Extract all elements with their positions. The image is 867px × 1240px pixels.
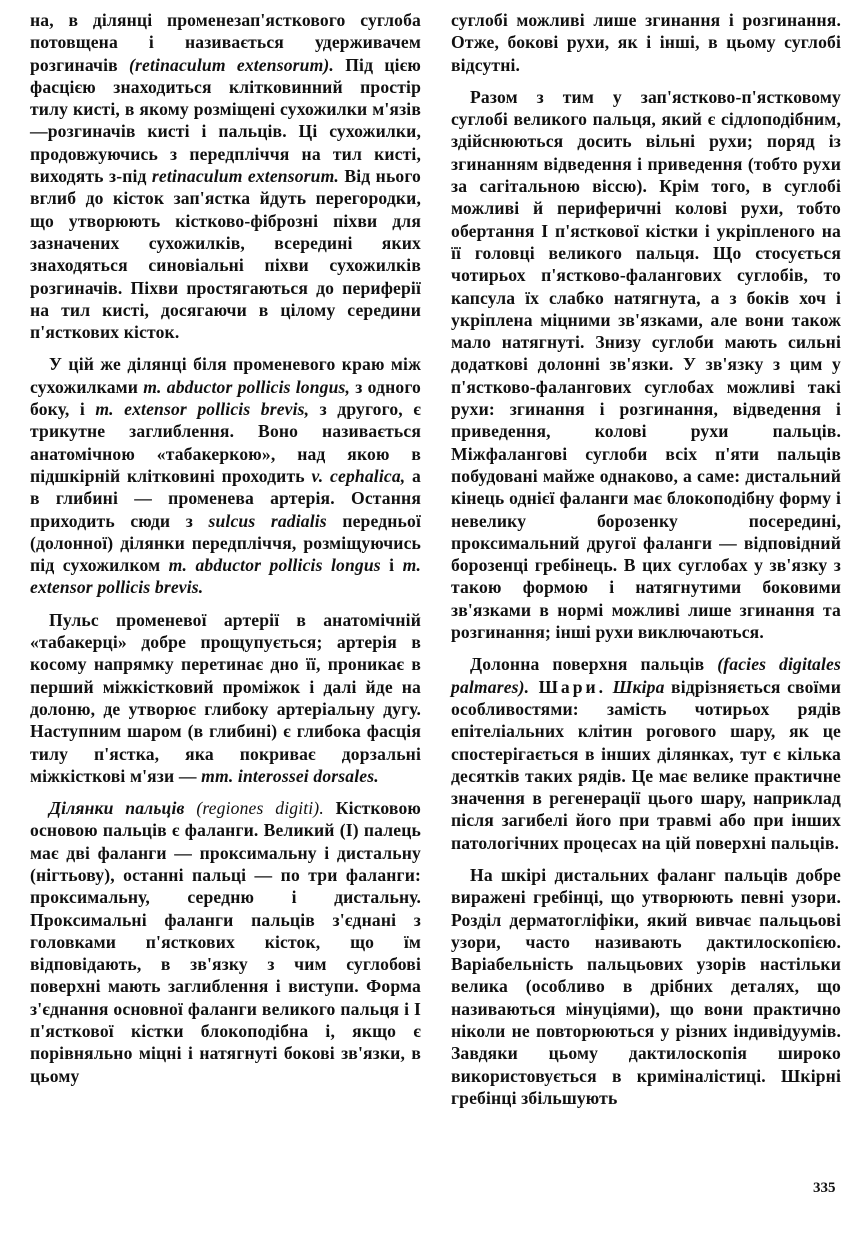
- text-run: У цій же ділянці біля променевого краю між сухожилками: [30, 354, 421, 397]
- paragraph-retinaculum: [30, 9, 421, 343]
- latin-term: (facies digitales palmares).: [451, 654, 841, 697]
- paragraph-pulse: [30, 609, 421, 787]
- section-heading: Ділянки пальців: [49, 798, 185, 819]
- latin-term: m. abductor pollicis longus,: [143, 376, 351, 397]
- paragraph-snuffbox: [30, 353, 421, 598]
- text-run: Під цією фасцією знаходиться клітковинний простір тилу кисті, в якому розміщені сухожилки м'язів—розгиначів кисті і пальців. Ці сухожилки, продовжуючись з передпліччя на тил кисті, виходять з-під: [30, 54, 421, 187]
- latin-term: sulcus radialis: [208, 510, 327, 531]
- text-run: на, в ділянці променезап'ясткового суглоба потовщена і називається удерживачем розгиначів: [30, 10, 421, 75]
- latin-term: mm. interossei dorsales.: [201, 765, 379, 786]
- paragraph-finger-regions: [30, 797, 421, 1087]
- paragraph-palmar-surface: [451, 653, 841, 854]
- latin-term: m. extensor pollicis brevis.: [30, 555, 421, 598]
- page-number: 335: [813, 1180, 836, 1196]
- paragraph-dermatoglyphics: На шкірі дистальних фаланг пальців добре виражені гребінці, що утворюють певні узори. Розділ дерматогліфіки, який вивчає пальцьові узори, часто називають дактилоскопією. Варіабельність пальцьових узорів настільки велика (особливо в дрібних деталях, що називаються мінуціями), що вони практично ніколи не повторюються у різних індивідуумів. Завдяки цьому дактилоскопія широко використовується в криміналістиці. Шкірні гребінці збільшують: [451, 864, 841, 1108]
- text-run: з одного боку, і: [30, 376, 421, 420]
- latin-term: v. cephalica,: [311, 465, 406, 486]
- paragraph-joints: Разом з тим у зап'ястково-п'ястковому суглобі великого пальця, який є сідлоподібним, здійснюються досить вільні рухи; поряд із згинанням відведення і приведення (тобто рухи за сагітальною віссю). Крім того, в суглобі можливі й периферичні колові рухи, тобто обертання I п'ясткової кістки і укріпленого на її головці великого пальця. Що стосується чотирьох п'ястково-фалангових суглобів, то капсула їх слабко натягнута, а з боків хоч і укріплена міцними зв'язками, але вони також мало натягнуті. Знизу суглоби мають сильні додаткові долонні зв'язки. У зв'язку з цим у п'ястково-фалангових суглобах можливі такі рухи: згинання і розгинання, відведення і приведення, колові рухи пальців. Міжфалангові суглоби всіх п'яти пальців побудовані майже однаково, а саме: дистальний кінець однієї фаланги має блокоподібну форму і невелику борозенку посередині, проксимальний другої фаланги — відповідний борозенці гребінець. В цих суглобах у зв'язку з такою формою і натягнутими боковими зв'язками в нормі можливі лише згинання та розгинання; інші рухи виключаються.: [451, 86, 841, 643]
- subheading-skin: Шкіра: [606, 676, 665, 697]
- latin-term: (regiones digiti).: [184, 798, 324, 819]
- paragraph-continuation: суглобі можливі лише згинання і розгинання. Отже, бокові рухи, як і інші, в цьому суглобі відсутні.: [451, 10, 841, 75]
- text-run: відрізняється своїми особливостями: замість чотирьох рядів епітеліальних клітин рогового шару, як це спостерігається в інших ділянках, тут є кілька десятків таких рядів. Це має велике практичне значення в регенерації цього шару, наприклад після загибелі його при травмі або при інших патологічних процесах на цій поверхні пальців.: [451, 676, 841, 853]
- text-run: Кістковою основою пальців є фаланги. Великий (I) палець має дві фаланги — проксимальну і дистальну (нігтьову), останні пальці — по три фаланги: проксимальну, середню і дистальну. Проксимальні фаланги пальців з'єднані з головками п'ясткових кісток, що їм відповідають, в зв'язку з чим суглобові поверхні мають заглиблення і виступи. Форма з'єднання основної фаланги великого пальця і I п'ясткової кістки блокоподібна і, якщо є порівняльно міцні і натягнуті бокові зв'язки, в цьому: [30, 798, 421, 1086]
- text-run: Від нього вглиб до кісток зап'ястка йдуть перегородки, що утворюють кістково-фіброзні піхви для зазначених сухожилків, всередині яких знаходяться синовіальні піхви сухожилків розгиначів. Піхви простягаються до периферії на тил кисті, досягаючи в цілому середини п'ясткових кісток.: [30, 166, 421, 343]
- subheading-layers: Шари.: [529, 676, 607, 697]
- latin-term: retinaculum extensorum.: [151, 166, 339, 187]
- latin-term: m. extensor pollicis brevis,: [95, 399, 310, 420]
- latin-term: (retinaculum extensorum).: [129, 54, 334, 75]
- latin-term: m. abductor pollicis longus: [168, 555, 381, 576]
- text-run: а в глибині — променева артерія. Остання приходить сюди з: [30, 465, 422, 531]
- right-column: [451, 9, 841, 1109]
- text-run: передньої (долонної) ділянки передпліччя, розміщуючись під сухожилком: [30, 510, 421, 576]
- section-heading: Долонна поверхня пальців: [470, 654, 718, 675]
- text-run: з другого, є трикутне заглиблення. Воно називається анатомічною «табакеркою», над якою в підшкірній клітковині проходить: [30, 399, 421, 486]
- left-column: [30, 9, 421, 1087]
- text-run: і: [380, 555, 403, 576]
- text-run: Пульс променевої артерії в анатомічній «табакерці» добре прощупується; артерія в косому напрямку перетинає дно її, проникає в перший міжкістковий проміжок і далі йде на долоню, де утворює глибоку артеріальну дугу. Наступним шаром (в глибині) є глибока фасція тилу п'ястка, яка покриває дорзальні міжкісткові м'язи —: [30, 609, 421, 786]
